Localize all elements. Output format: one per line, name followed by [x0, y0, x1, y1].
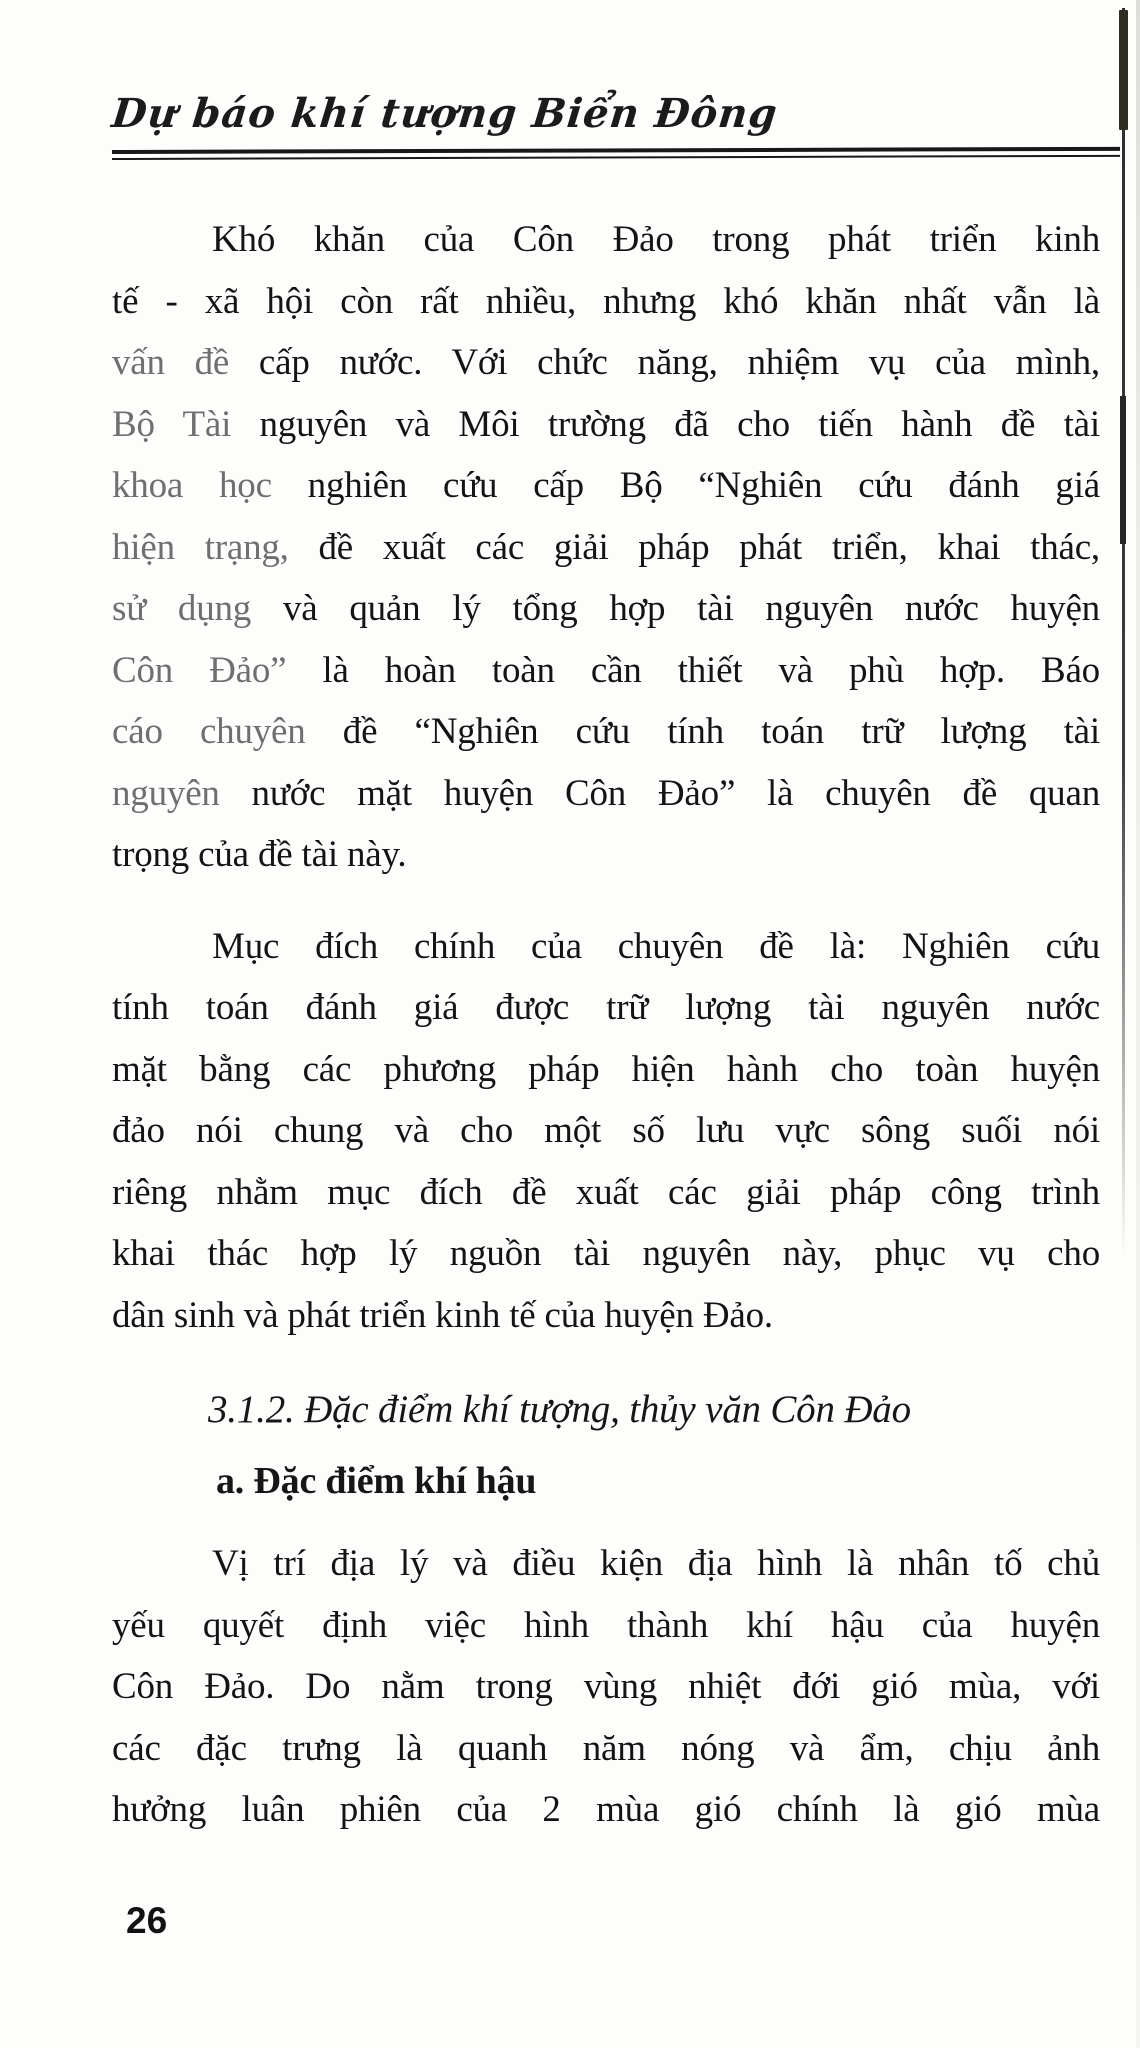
header-double-rule [112, 147, 1120, 160]
text-line: trọng của đề tài này. [112, 834, 407, 875]
scan-edge-shadow [1136, 0, 1140, 2048]
text-run: đề xuất các giải pháp phát triển, khai thác, [288, 526, 1100, 568]
header-rule-top [112, 147, 1120, 154]
faded-scan-text: nguyên [112, 772, 220, 814]
text-line: mặt bằng các phương pháp hiện hành cho toàn huyện [112, 1048, 1100, 1090]
body-text-column [112, 209, 1100, 1841]
faded-scan-text: Côn Đảo” [112, 649, 287, 691]
running-header-title: Dự báo khí tượng Biển Đông [109, 90, 780, 137]
text-line: tính toán đánh giá được trữ lượng tài nguyên nước [112, 987, 1100, 1028]
text-line [112, 332, 1100, 394]
text-line: yếu quyết định việc hình thành khí hậu của huyện [112, 1604, 1100, 1646]
faded-scan-text: khoa học [112, 465, 272, 506]
text-run: nghiên cứu cấp Bộ “Nghiên cứu đánh giá [271, 465, 1100, 506]
scan-edge-line [1122, 8, 1125, 1258]
subsection-heading: a. Đặc điểm khí hậu [216, 1459, 537, 1502]
text-line [112, 578, 1100, 640]
scan-edge-bar-mid [1120, 396, 1126, 544]
page-number: 26 [126, 1900, 168, 1941]
text-line: Mục đích chính của chuyên đề là: Nghiên cứu [212, 925, 1100, 967]
text-line: Vị trí địa lý và điều kiện địa hình là nhân tố chủ [212, 1543, 1100, 1584]
text-run: là hoàn toàn cần thiết và phù hợp. Báo [286, 649, 1100, 691]
text-line: Khó khăn của Côn Đảo trong phát triển kinh [212, 219, 1100, 260]
text-run: và quản lý tổng hợp tài nguyên nước huyện [251, 588, 1100, 629]
scan-edge-bar-top [1119, 10, 1128, 130]
paragraph-1 [112, 209, 1100, 886]
paragraph-3 [112, 1533, 1100, 1841]
text-line [112, 394, 1100, 456]
text-line [112, 517, 1100, 579]
text-run: đề “Nghiên cứu tính toán trữ lượng tài [305, 711, 1100, 752]
text-line: hưởng luân phiên của 2 mùa gió chính là gió mùa [112, 1789, 1100, 1830]
text-line: Côn Đảo. Do nằm trong vùng nhiệt đới gió mùa, với [112, 1666, 1100, 1707]
text-line [112, 763, 1100, 825]
paragraph-2 [112, 916, 1100, 1347]
text-line: tế - xã hội còn rất nhiều, nhưng khó khăn nhất vẫn là [112, 280, 1100, 322]
faded-scan-text: hiện trạng, [112, 526, 289, 568]
text-line: đảo nói chung và cho một số lưu vực sông suối nói [112, 1110, 1100, 1151]
text-line [112, 701, 1100, 763]
text-line: riêng nhằm mục đích đề xuất các giải pháp công trình [112, 1171, 1100, 1213]
faded-scan-text: Bộ Tài [112, 403, 232, 445]
header-rule-bottom [112, 155, 1120, 160]
text-run: cấp nước. Với chức năng, nhiệm vụ của mình, [229, 342, 1100, 383]
faded-scan-text: cáo chuyên [112, 711, 306, 752]
text-line: dân sinh và phát triển kinh tế của huyện Đảo. [112, 1294, 773, 1336]
faded-scan-text: sử dụng [112, 588, 252, 629]
text-line: khai thác hợp lý nguồn tài nguyên này, phục vụ cho [112, 1233, 1100, 1274]
text-line [112, 455, 1100, 517]
text-run: nước mặt huyện Côn Đảo” là chuyên đề quan [219, 772, 1100, 814]
text-line [112, 640, 1100, 702]
text-run: nguyên và Môi trường đã cho tiến hành đề tài [231, 403, 1100, 445]
text-line: các đặc trưng là quanh năm nóng và ẩm, chịu ảnh [112, 1727, 1100, 1769]
section-heading: 3.1.2. Đặc điểm khí tượng, thủy văn Côn Đảo [208, 1388, 911, 1431]
faded-scan-text: vấn đề [112, 342, 230, 383]
